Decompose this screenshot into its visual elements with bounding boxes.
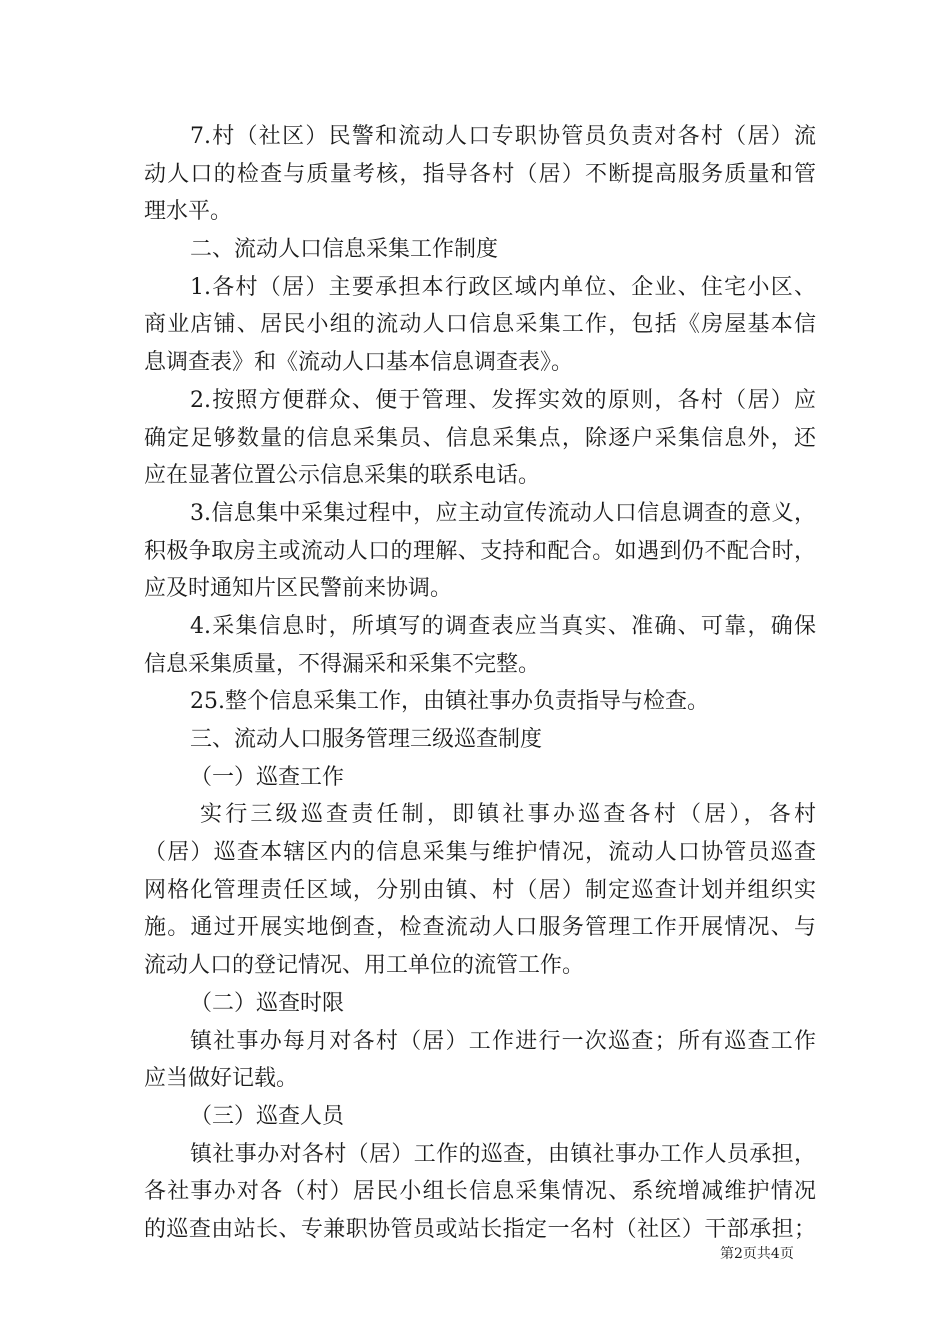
text-line: 应在显著位置公示信息采集的联系电话。 [144, 463, 541, 489]
text-line: 1.各村（居）主要承担本行政区域内单位、企业、住宅小区、 [190, 274, 816, 300]
text-line: 4.采集信息时，所填写的调查表应当真实、准确、可靠，确保 [190, 613, 816, 639]
text-line: 镇社事办每月对各村（居）工作进行一次巡查；所有巡查工作 [190, 1028, 816, 1054]
section-heading: 三、流动人口服务管理三级巡查制度 [190, 727, 543, 752]
subsection-heading: （三）巡查人员 [190, 1103, 345, 1129]
text-line: 信息采集质量，不得漏采和采集不完整。 [144, 651, 541, 677]
text-line: 商业店铺、居民小组的流动人口信息采集工作，包括《房屋基本信 [144, 312, 816, 338]
text-line: 25.整个信息采集工作，由镇社事办负责指导与检查。 [190, 689, 709, 715]
subsection-heading: （二）巡查时限 [190, 990, 345, 1016]
text-line: 2.按照方便群众、便于管理、发挥实效的原则，各村（居）应 [190, 387, 816, 413]
text-line: 网格化管理责任区域，分别由镇、村（居）制定巡查计划并组织实 [144, 877, 816, 903]
text-line: 各社事办对各（村）居民小组长信息采集情况、系统增减维护情况 [144, 1179, 816, 1205]
text-line: 施。通过开展实地倒查，检查流动人口服务管理工作开展情况、与 [144, 915, 816, 941]
text-line: 流动人口的登记情况、用工单位的流管工作。 [144, 953, 585, 979]
document-body [144, 118, 816, 1249]
text-line: （居）巡查本辖区内的信息采集与维护情况，流动人口协管员巡查 [144, 840, 816, 866]
text-line: 理水平。 [144, 199, 233, 225]
page-number: 第2页共4页 [720, 1246, 794, 1262]
text-line: 镇社事办对各村（居）工作的巡查，由镇社事办工作人员承担， [190, 1141, 816, 1167]
text-line: 应当做好记载。 [144, 1066, 299, 1092]
text-line: 3.信息集中采集过程中，应主动宣传流动人口信息调查的意义， [190, 500, 816, 526]
subsection-heading: （一）巡查工作 [190, 764, 345, 790]
text-line: 息调查表》和《流动人口基本信息调查表》。 [144, 350, 574, 376]
text-line: 确定足够数量的信息采集员、信息采集点，除逐户采集信息外，还 [144, 425, 816, 451]
text-line: 应及时通知片区民警前来协调。 [144, 576, 453, 602]
text-line: 的巡查由站长、专兼职协管员或站长指定一名村（社区）干部承担； [144, 1216, 816, 1242]
section-heading: 二、流动人口信息采集工作制度 [190, 237, 499, 263]
text-line: 积极争取房主或流动人口的理解、支持和配合。如遇到仍不配合时， [144, 538, 816, 564]
text-line: 7.村（社区）民警和流动人口专职协管员负责对各村（居）流 [190, 124, 816, 149]
text-line: 实行三级巡查责任制，即镇社事办巡查各村（居），各村 [200, 802, 816, 828]
text-line: 动人口的检查与质量考核，指导各村（居）不断提高服务质量和管 [144, 161, 816, 187]
